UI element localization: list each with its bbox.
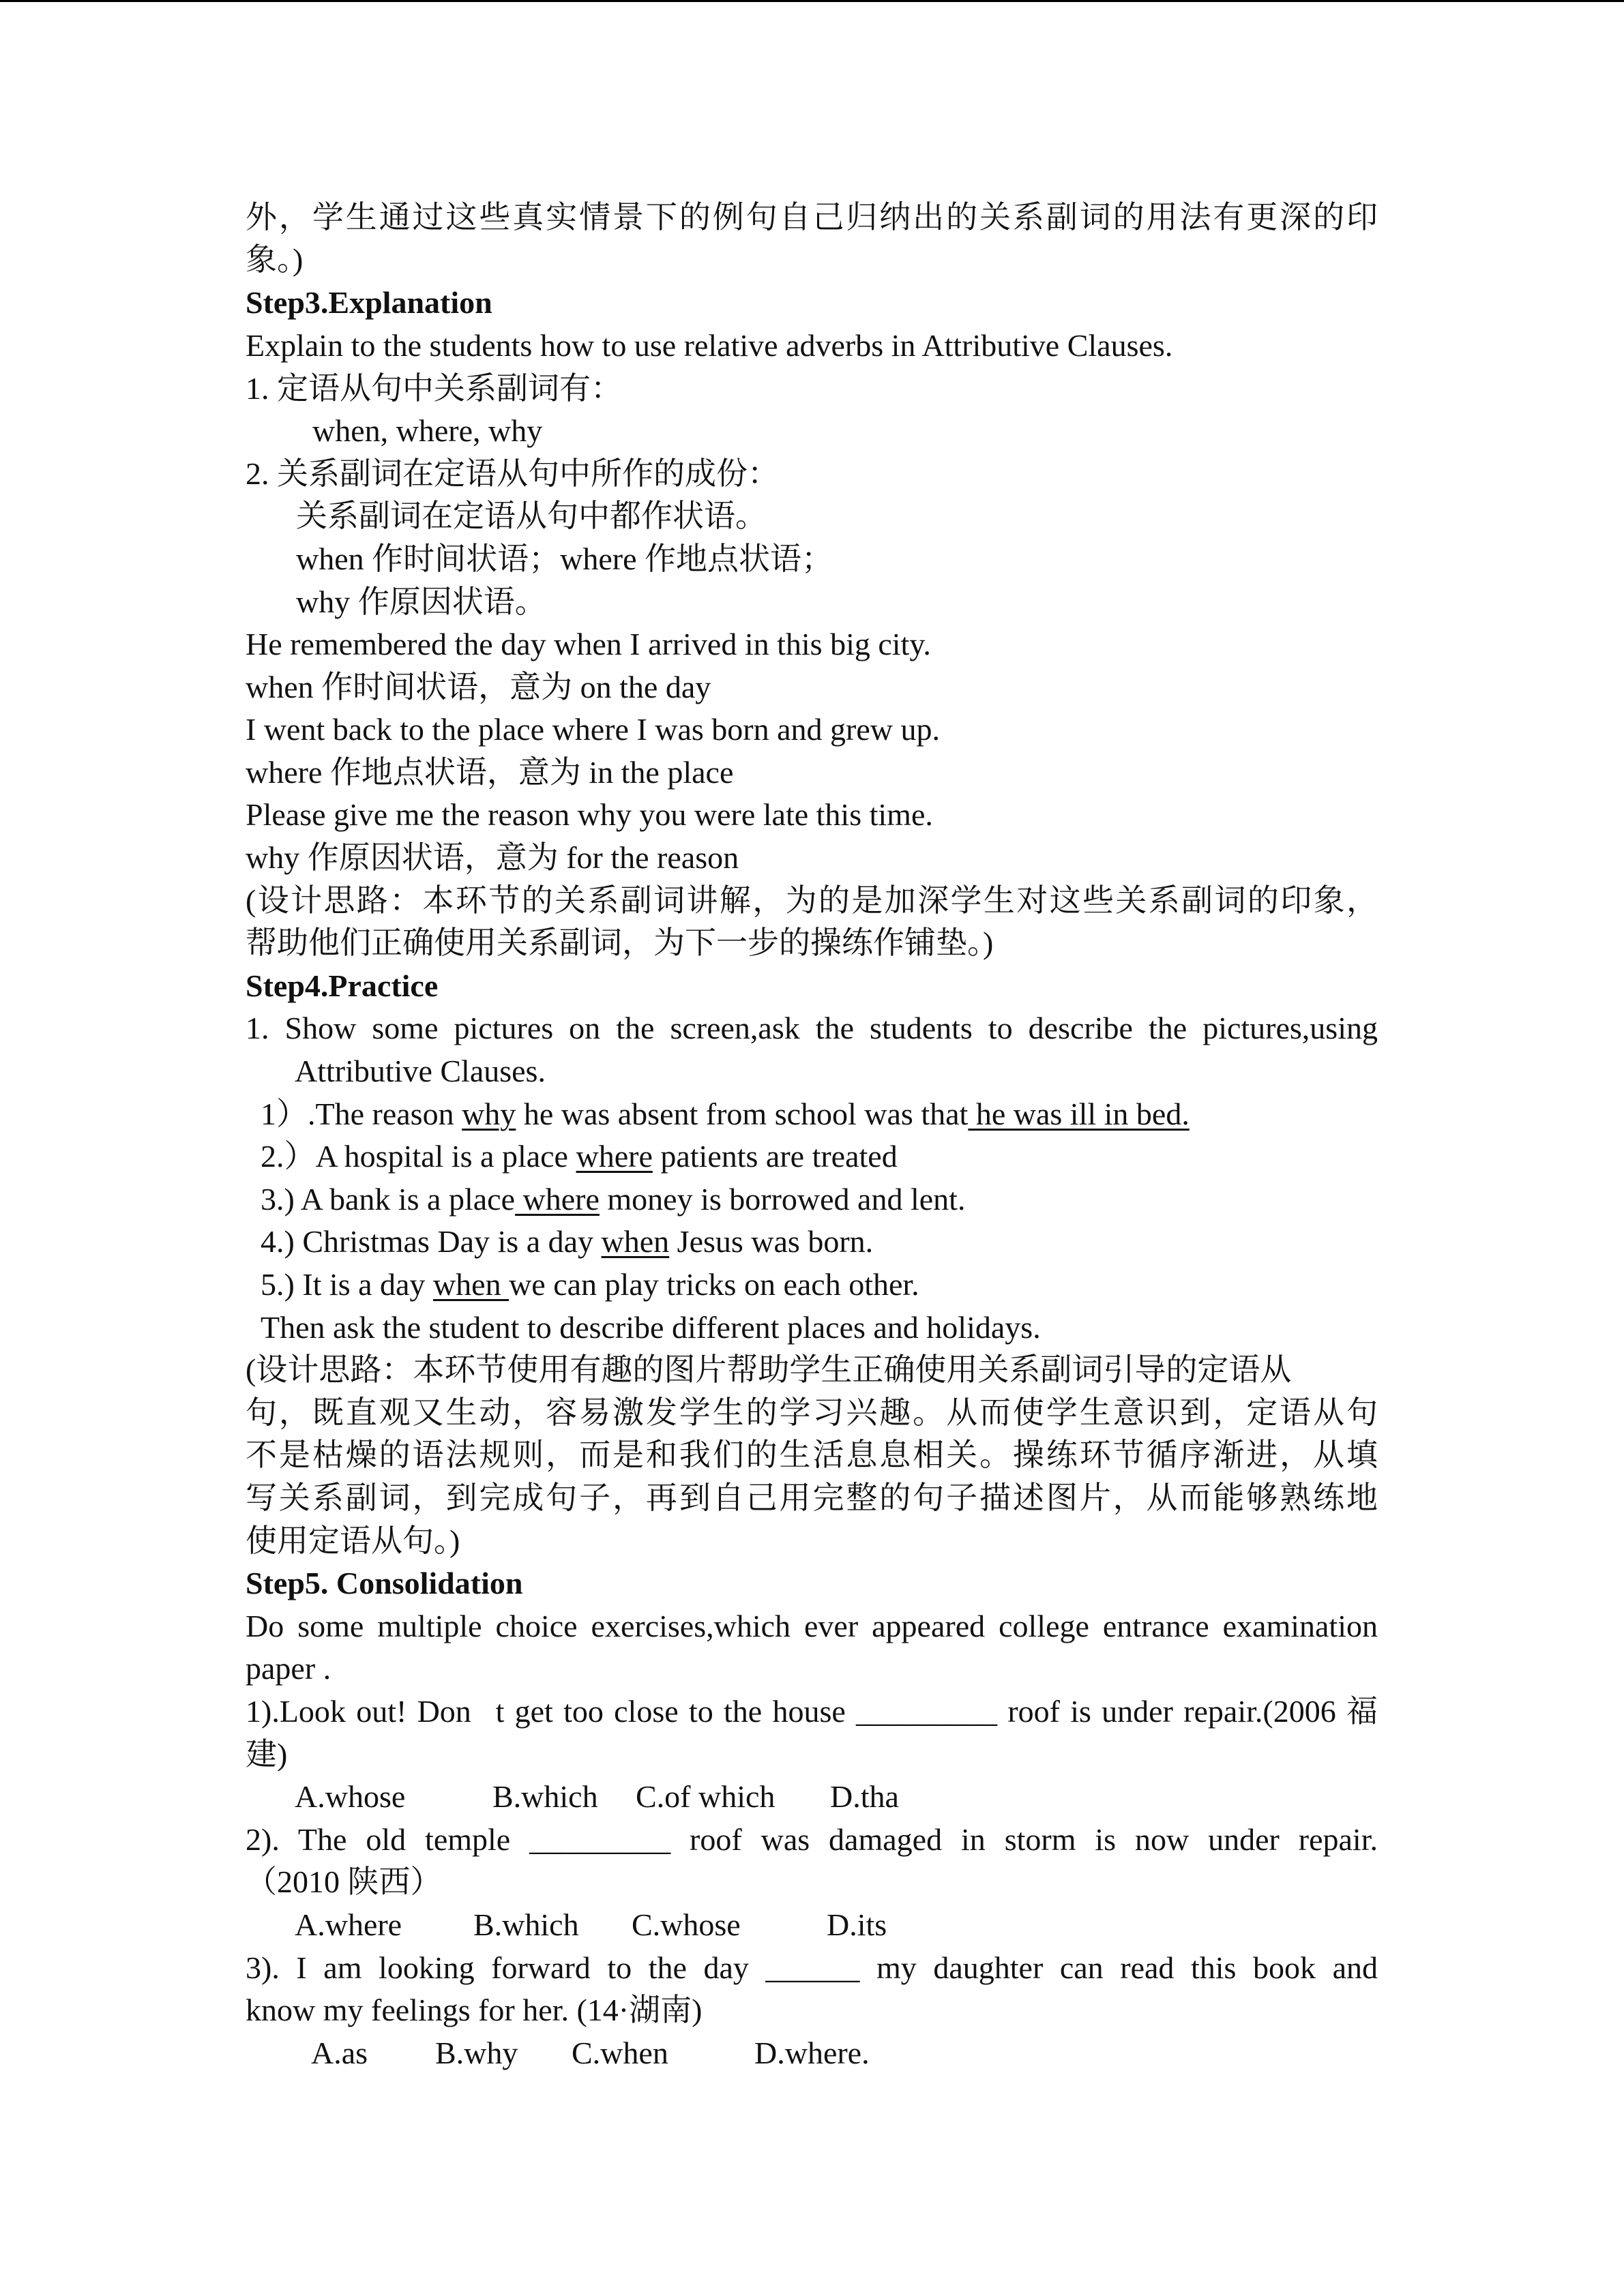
text-line: Explain to the students how to use relative adverbs in Attributive Clauses. [246,328,1173,363]
text-line: 关系副词在定语从句中都作状语。 [296,498,767,533]
option: C.of which [636,1779,776,1814]
text-line: where 作地点状语，意为 in the place [246,755,734,790]
question-2-options [295,1904,1427,1946]
example-text: we can play tricks on each other. [509,1267,919,1302]
example-text: 3.) A bank is a place [261,1182,516,1217]
example-sentence: I went back to the place where I was born and grew up. [246,712,940,747]
design-note: 写关系副词，到完成句子，再到自己用完整的句子描述图片，从而能够熟练地 [246,1480,1378,1515]
example-text: 5.) It is a day [261,1267,433,1302]
text-line: Attributive Clauses. [295,1054,546,1088]
option: C.when [572,2036,668,2070]
practice-example-3 [261,1178,1393,1221]
underlined-answer: when [601,1224,670,1259]
text-line: paper . [246,1651,331,1686]
option: A.whose [295,1779,406,1814]
option: D.tha [830,1779,899,1814]
list-item: 2. 关系副词在定语从句中所作的成份： [246,456,779,491]
design-note: 不是枯燥的语法规则，而是和我们的生活息息相关。操练环节循序渐进，从填 [246,1437,1378,1472]
practice-example-2 [261,1135,1393,1178]
underlined-answer: when [432,1267,510,1302]
section-heading-step5: Step5. Consolidation [246,1566,523,1600]
question-3: 3). I am looking forward to the day ______ my daughter can read this book and [246,1950,1378,1985]
text-line: 外，学生通过这些真实情景下的例句自己归纳出的关系副词的用法有更深的印 [246,200,1378,235]
option: D.its [827,1907,887,1942]
underlined-answer: where [576,1139,653,1174]
example-text: he was absent from school was that [516,1097,969,1131]
practice-example-4 [261,1221,1393,1263]
text-line: why 作原因状语。 [296,584,546,619]
list-item: 1. 定语从句中关系副词有： [246,371,622,406]
example-sentence: He remembered the day when I arrived in this big city. [246,627,931,661]
text-line: 建) [246,1737,288,1772]
question-1: 1).Look out! Don t get too close to the house _________ roof is under repair.(2006 福 [246,1694,1378,1729]
design-note: 帮助他们正确使用关系副词，为下一步的操练作铺垫。) [246,925,994,960]
practice-example-5 [261,1264,1393,1306]
design-note: 句，既直观又生动，容易激发学生的学习兴趣。从而使学生意识到，定语从句 [246,1395,1378,1430]
option: A.where [295,1907,402,1942]
text-line: （2010 陕西） [246,1864,442,1899]
question-2: 2). The old temple _________ roof was damaged in storm is now under repair. [246,1822,1378,1857]
example-text: 4.) Christmas Day is a day [261,1224,602,1259]
underlined-answer: why [462,1097,516,1131]
design-note: (设计思路：本环节的关系副词讲解，为的是加深学生对这些关系副词的印象， [246,883,1378,918]
example-text: 1）.The reason [261,1097,462,1131]
design-note: (设计思路：本环节使用有趣的图片帮助学生正确使用关系副词引导的定语从 [246,1352,1292,1387]
question-3-options [311,2032,1443,2074]
text-line: know my feelings for her. (14·湖南) [246,1993,703,2027]
text-line: when 作时间状语；where 作地点状语； [296,541,833,576]
list-item: 1. Show some pictures on the screen,ask the students to describe the pictures,using [246,1011,1378,1045]
text-line: Then ask the student to describe different places and holidays. [261,1310,1041,1345]
option: C.whose [632,1907,741,1942]
text-line: why 作原因状语，意为 for the reason [246,840,739,875]
option: B.which [492,1779,598,1814]
example-text: Jesus was born. [669,1224,874,1259]
section-heading-step3: Step3.Explanation [246,285,492,320]
example-text: money is borrowed and lent. [599,1182,966,1217]
option: A.as [311,2036,368,2070]
option: D.where. [754,2036,870,2070]
underlined-answer: he was ill in bed. [968,1097,1190,1131]
section-heading-step4: Step4.Practice [246,968,439,1003]
practice-example-1 [261,1093,1393,1135]
example-sentence: Please give me the reason why you were late this time. [246,797,933,832]
example-text: 2.）A hospital is a place [261,1139,576,1174]
text-line: when, where, why [312,413,543,448]
text-line: when 作时间状语，意为 on the day [246,670,711,704]
option: B.which [473,1907,579,1942]
option: B.why [435,2036,518,2070]
question-1-options [295,1776,1427,1818]
underlined-answer: where [515,1182,600,1217]
text-line: Do some multiple choice exercises,which ever appeared college entrance examination [246,1609,1378,1643]
design-note: 使用定语从句。) [246,1523,460,1558]
text-line: 象。) [246,242,304,277]
example-text: patients are treated [652,1139,898,1174]
